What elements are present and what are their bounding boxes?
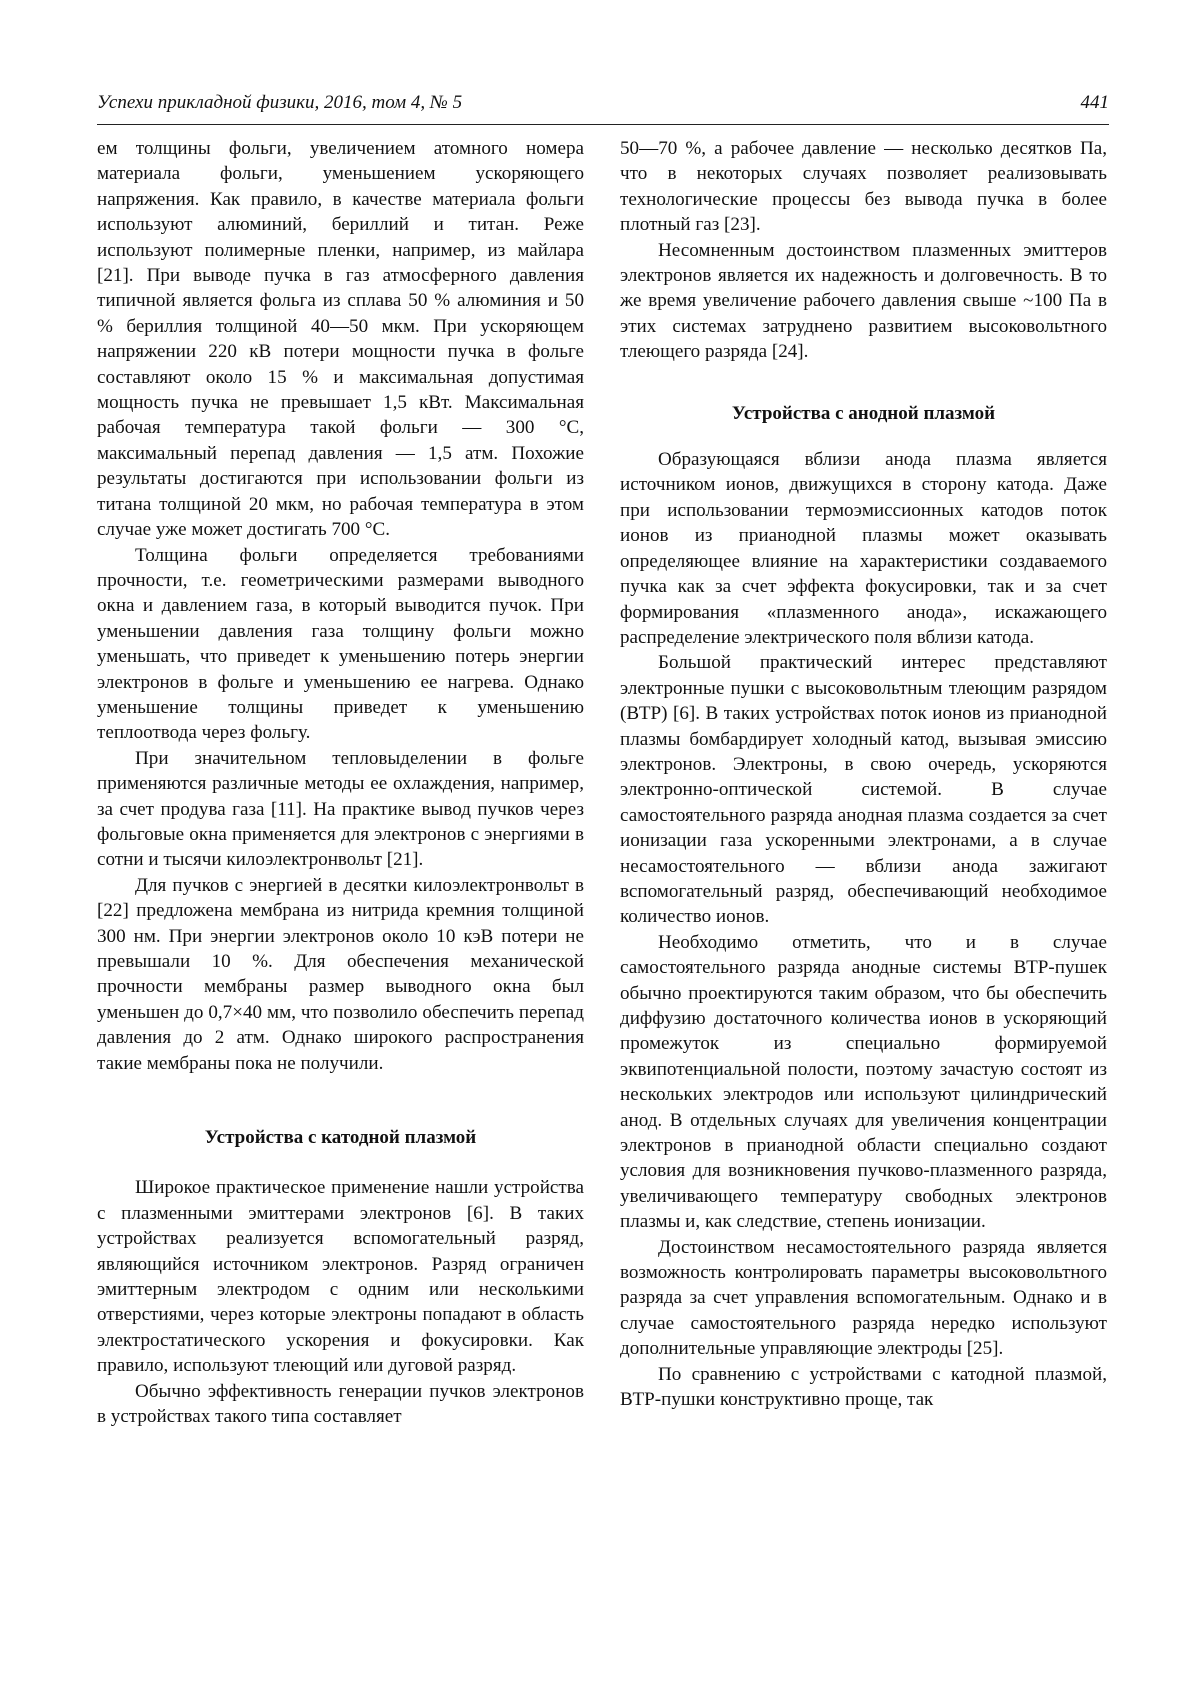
paragraph: Обычно эффективность генерации пучков электронов в устройствах такого типа составляет xyxy=(97,1380,584,1428)
paragraph: Большой практический интерес представляют электронные пушки с высоковольтным тлеющим разрядом (ВТР) [6]. В таких устройствах поток ионов из прианодной плазмы бомбардирует холодный катод, вызывая эмиссию электронов. Электроны, в свою очередь, ускоряются электронно-оптической системой. В случае самостоятельного разряда анодная плазма создается за счет ионизации газа ускоренными электронами, а в случае несамостоятельного — вблизи анода зажигают вспомогательный разряд, обеспечивающий необходимое количество ионов. xyxy=(620,652,1107,928)
running-header xyxy=(97,88,1109,125)
paragraph: Несомненным достоинством плазменных эмиттеров электронов является их надежность и долговечность. В то же время увеличение рабочего давления свыше ~100 Па в этих системах затруднено развитием высоковольтного тлеющего разряда [24]. xyxy=(620,239,1107,363)
journal-title: Успехи прикладной физики, 2016, том 4, № 5 xyxy=(97,92,463,113)
left-column xyxy=(97,136,584,1430)
paragraph: Широкое практическое применение нашли устройства с плазменными эмиттерами электронов [6]. В таких устройствах реализуется вспомогательный разряд, являющийся источником электронов. Разряд ограничен эмиттерным электродом с одним или несколькими отверстиями, через которые электроны попадают в область электростатического ускорения и фокусировки. Как правило, используют тлеющий или дуговой разряд. xyxy=(97,1177,584,1377)
page-number: 441 xyxy=(1080,92,1109,113)
paragraph: Для пучков с энергией в десятки килоэлектронвольт в [22] предложена мембрана из нитрида кремния толщиной 300 нм. При энергии электронов около 10 кэВ потери не превышали 10 %. Для обеспечения механической прочности мембраны размер выводного окна был уменьшен до 0,7×40 мм, что позволило обеспечить перепад давления до 2 атм. Однако широкого распространения такие мембраны пока не получили. xyxy=(97,874,584,1074)
paragraph: Толщина фольги определяется требованиями прочности, т.е. геометрическими размерами выводного окна и давлением газа, в который выводится пучок. При уменьшении давления газа толщину фольги можно уменьшать, что приведет к уменьшению потерь энергии электронов в фольге и уменьшению ее нагрева. Однако уменьшение толщины приведет к уменьшению теплоотвода через фольгу. xyxy=(97,544,584,744)
paragraph: По сравнению с устройствами с катодной плазмой, ВТР-пушки конструктивно проще, так xyxy=(620,1363,1107,1411)
right-column xyxy=(620,136,1107,1413)
section-heading: Устройства с катодной плазмой xyxy=(204,1127,477,1149)
paragraph: 50—70 %, а рабочее давление — несколько десятков Па, что в некоторых случаях позволяет реализовывать технологические процессы без вывода пучка в более плотный газ [23]. xyxy=(620,138,1107,236)
paragraph: Достоинством несамостоятельного разряда является возможность контролировать параметры высоковольтного разряда за счет управления вспомогательным. Однако и в случае самостоятельного разряда нередко используют дополнительные управляющие электроды [25]. xyxy=(620,1236,1107,1360)
paragraph: Необходимо отметить, что и в случае самостоятельного разряда анодные системы ВТР-пушек обычно проектируются таким образом, что бы обеспечить диффузию достаточного количества ионов в ускоряющий промежуток из специально формируемой эквипотенциальной полости, поэтому зачастую состоят из нескольких электродов или используют цилиндрический анод. В отдельных случаях для увеличения концентрации электронов в прианодной области специально создают условия для возникновения пучково-плазменного разряда, увеличивающего температуру свободных электронов плазмы и, как следствие, степень ионизации. xyxy=(620,931,1107,1233)
paragraph: Образующаяся вблизи анода плазма является источником ионов, движущихся в сторону катода. Даже при использовании термоэмиссионных катодов поток ионов из прианодной плазмы может оказывать определяющее влияние на характеристики создаваемого пучка как за счет эффекта фокусировки, так и за счет формирования «плазменного анода», искажающего распределение электрического поля вблизи катода. xyxy=(620,449,1107,648)
section-heading: Устройства с анодной плазмой xyxy=(731,402,996,424)
paragraph: ем толщины фольги, увеличением атомного номера материала фольги, уменьшением ускоряющего напряжения. Как правило, в качестве материала фольги используют алюминий, бериллий и титан. Реже используют полимерные пленки, например, из майлара [21]. При выводе пучка в газ атмосферного давления типичной является фольга из сплава 50 % алюминия и 50 % бериллия толщиной 40—50 мкм. При ускоряющем напряжении 220 кВ потери мощности пучка в фольге составляют около 15 % и максимальная допустимая мощность пучка не превышает 1,5 кВт. Максимальная рабочая температура такой фольги — 300 °С, максимальный перепад давления — 1,5 атм. Похожие результаты достигаются при использовании фольги из титана толщиной 20 мкм, но рабочая температура в этом случае уже может достигать 700 °С. xyxy=(97,138,584,541)
paragraph: При значительном тепловыделении в фольге применяются различные методы ее охлаждения, например, за счет продува газа [11]. На практике вывод пучков через фольговые окна применяется для электронов с энергиями в сотни и тысячи килоэлектронвольт [21]. xyxy=(97,747,584,871)
